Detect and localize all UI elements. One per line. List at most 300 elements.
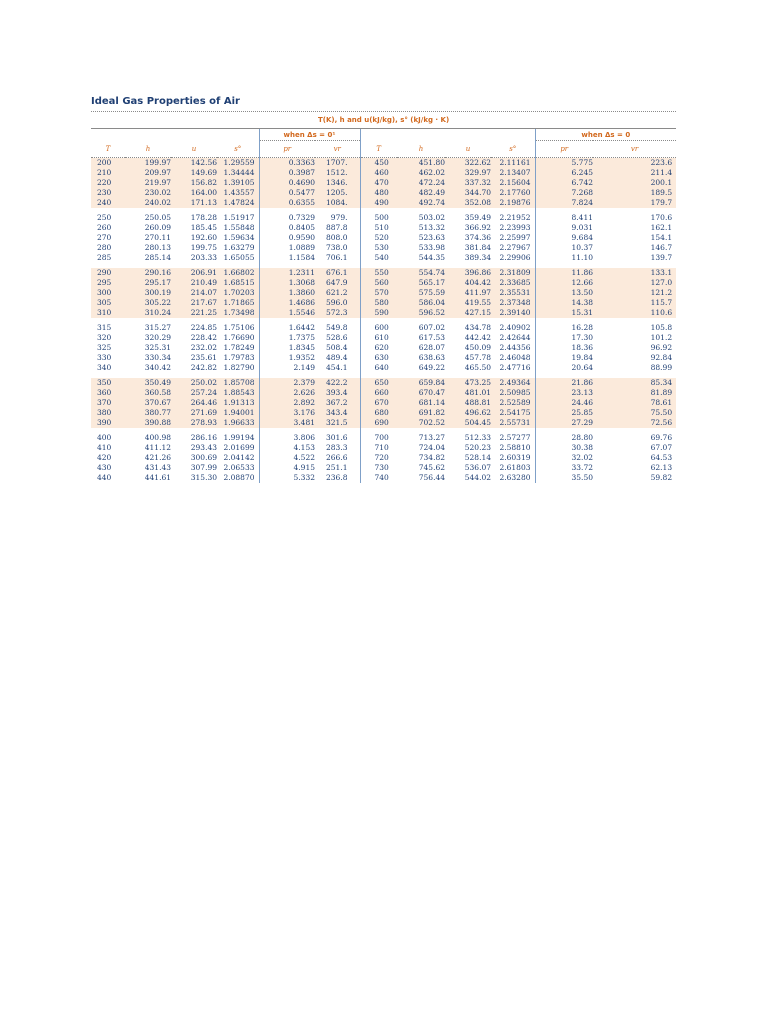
table-row [91,158,676,169]
table-cell: 2.25997 [499,233,531,242]
table-cell: 513.32 [418,223,445,232]
table-cell: 2.57277 [499,433,531,442]
table-cell: 110.6 [593,308,676,318]
table-cell: 4.153 [259,443,315,453]
table-cell: 500 [360,213,397,223]
table-cell: 27.29 [535,418,593,428]
table-row [91,213,676,223]
table-cell: 236.8 [326,473,348,482]
table-cell: 325 [97,343,112,352]
table-cell: 508.4 [326,343,348,352]
table-cell: 575.59 [397,288,445,298]
table-cell: 78.61 [593,398,676,408]
page-title: Ideal Gas Properties of Air [91,96,240,107]
table-cell: 115.7 [593,298,676,308]
table-cell: 6.245 [535,168,593,178]
table-cell: 520 [360,233,397,243]
table-cell: 200.1 [593,178,676,188]
table-cell: 370 [91,398,125,408]
table-cell: 24.46 [535,398,593,408]
table-cell: 4.522 [259,453,315,463]
table-row [91,223,676,233]
table-cell: 96.92 [650,343,673,352]
table-cell: 520.23 [464,443,491,452]
table-cell: 482.49 [397,188,445,198]
table-cell: 1.29559 [217,158,259,169]
table-cell: 280.13 [144,243,171,252]
when-delta-s-left: when Δs = 0¹ [259,129,360,141]
table-cell: 419.55 [445,298,491,308]
table-cell: 450.09 [464,343,491,352]
table-cell: 5.332 [259,473,315,483]
table-cell: 360.58 [125,388,171,398]
table-cell: 390 [91,418,125,428]
table-cell: 9.684 [535,233,593,243]
table-cell: 570 [360,288,397,298]
table-cell: 441.61 [144,473,171,482]
table-cell: 700 [360,433,397,443]
table-cell: 572.3 [315,308,360,318]
table-cell: 220 [91,178,125,188]
table-cell: 0.3363 [259,158,315,169]
table-cell: 1.3860 [259,288,315,298]
table-cell: 211.4 [593,168,676,178]
table-cell: 290 [91,268,125,278]
table-cell: 554.74 [397,268,445,278]
table-cell: 16.28 [535,323,593,333]
table-cell: 264.46 [171,398,217,408]
table-cell: 0.7329 [259,213,315,223]
table-cell: 2.06533 [223,463,255,472]
table-cell: 224.85 [190,323,217,332]
table-cell: 330.34 [144,353,171,362]
table-cell: 330 [97,353,112,362]
table-cell: 457.78 [464,353,491,362]
table-cell: 2.55731 [491,418,535,428]
table-cell: 1.4686 [259,298,315,308]
table-cell: 69.76 [650,433,673,442]
table-cell: 630 [360,353,397,363]
table-cell: 242.82 [190,363,217,372]
table-cell: 366.92 [464,223,491,232]
table-cell: 1.9352 [259,353,315,363]
table-cell: 420 [97,453,112,462]
table-cell: 235.61 [190,353,217,362]
table-cell: 540 [360,253,397,263]
column-header: h [125,141,171,158]
table-cell: 628.07 [418,343,445,352]
table-row [91,333,676,343]
table-cell: 536.07 [464,463,491,472]
table-cell: 610 [360,333,397,343]
table-cell: 2.50985 [491,388,535,398]
table-cell: 2.149 [259,363,315,373]
table-cell: 295.17 [125,278,171,288]
table-cell: 2.39140 [491,308,535,318]
table-row [91,463,676,473]
table-cell: 0.4690 [259,178,315,188]
table-cell: 0.9590 [259,233,315,243]
table-cell: 1346. [315,178,360,188]
column-header: u [171,141,217,158]
table-cell: 35.50 [535,473,593,483]
table-cell: 702.52 [397,418,445,428]
table-cell: 2.04142 [223,453,255,462]
table-cell: 189.5 [593,188,676,198]
table-cell: 206.91 [171,268,217,278]
table-cell: 1.51917 [223,213,255,222]
table-cell: 260 [97,223,112,232]
table-cell: 2.19876 [491,198,535,208]
table-cell: 2.63280 [499,473,531,482]
table-cell: 139.7 [650,253,673,262]
table-cell: 223.6 [593,158,676,169]
table-cell: 2.52589 [491,398,535,408]
table-cell: 301.6 [326,433,348,442]
table-cell: 2.01699 [223,443,255,452]
table-cell: 560 [360,278,397,288]
table-cell: 640 [360,363,397,373]
table-cell: 199.97 [125,158,171,169]
table-cell: 680 [360,408,397,418]
table-cell: 489.4 [326,353,348,362]
table-cell: 1.5546 [259,308,315,318]
table-cell: 325.31 [144,343,171,352]
table-cell: 1512. [315,168,360,178]
table-cell: 343.4 [315,408,360,418]
table-cell: 1.3068 [259,278,315,288]
table-cell: 2.08870 [223,473,255,482]
table-cell: 266.6 [326,453,348,462]
table-cell: 11.86 [535,268,593,278]
table-cell: 209.97 [125,168,171,178]
table-cell: 400 [97,433,112,442]
table-cell: 307.99 [190,463,217,472]
table-cell: 13.50 [535,288,593,298]
table-cell: 370.67 [125,398,171,408]
table-cell: 2.58810 [499,443,531,452]
table-cell: 1.70203 [217,288,259,298]
table-cell: 3.481 [259,418,315,428]
table-cell: 460 [360,168,397,178]
table-cell: 481.01 [445,388,491,398]
table-cell: 496.62 [445,408,491,418]
table-cell: 240 [91,198,125,208]
table-cell: 442.42 [464,333,491,342]
table-cell: 310.24 [125,308,171,318]
column-header: pr [535,141,593,158]
table-row [91,168,676,178]
table-cell: 1.91313 [217,398,259,408]
table-cell: 1.8345 [259,343,315,353]
table-cell: 23.13 [535,388,593,398]
table-row [91,178,676,188]
table-cell: 710 [360,443,397,453]
table-row [91,233,676,243]
table-cell: 337.32 [445,178,491,188]
table-cell: 250.02 [171,378,217,388]
table-cell: 200 [91,158,125,169]
table-cell: 310 [91,308,125,318]
table-cell: 2.17760 [491,188,535,198]
table-cell: 1.65055 [223,253,255,262]
table-cell: 887.8 [326,223,348,232]
table-cell: 1.88543 [217,388,259,398]
table-cell: 121.2 [593,288,676,298]
table-cell: 203.33 [190,253,217,262]
table-cell: 565.17 [397,278,445,288]
table-cell: 451.80 [397,158,445,169]
table-cell: 1.85708 [217,378,259,388]
when-delta-s-right: when Δs = 0 [535,129,676,141]
table-cell: 15.31 [535,308,593,318]
table-cell: 28.80 [535,433,593,443]
table-cell: 19.84 [535,353,593,363]
table-cell: 185.45 [190,223,217,232]
table-cell: 3.176 [259,408,315,418]
table-cell: 105.8 [650,323,673,332]
table-cell: 2.44356 [499,343,531,352]
air-properties-table [91,112,676,483]
table-cell: 133.1 [593,268,676,278]
table-cell: 411.97 [445,288,491,298]
table-cell: 11.10 [535,253,593,263]
table-cell: 1084. [315,198,360,208]
table-cell: 480 [360,188,397,198]
table-cell: 14.38 [535,298,593,308]
table-cell: 210.49 [171,278,217,288]
table-cell: 251.1 [326,463,348,472]
table-cell: 756.44 [418,473,445,482]
table-cell: 2.31809 [491,268,535,278]
table-cell: 600 [360,323,397,333]
table-row [91,298,676,308]
table-cell: 283.3 [326,443,348,452]
table-cell: 510 [360,223,397,233]
table-cell: 590 [360,308,397,318]
table-cell: 278.93 [171,418,217,428]
table-cell: 192.60 [190,233,217,242]
table-cell: 2.23993 [499,223,531,232]
table-cell: 320 [97,333,112,342]
table-cell: 360 [91,388,125,398]
table-cell: 2.13407 [491,168,535,178]
table-cell: 488.81 [445,398,491,408]
table-cell: 454.1 [326,363,348,372]
table-cell: 389.34 [464,253,491,262]
table-cell: 290.16 [125,268,171,278]
table-cell: 250.05 [144,213,171,222]
table-row [91,343,676,353]
table-cell: 0.5477 [259,188,315,198]
table-cell: 1205. [315,188,360,198]
table-cell: 270 [97,233,112,242]
column-header: u [445,141,491,158]
table-cell: 621.2 [315,288,360,298]
table-cell: 670.47 [397,388,445,398]
table-cell: 295 [91,278,125,288]
table-cell: 2.49364 [491,378,535,388]
table-cell: 142.56 [171,158,217,169]
table-cell: 650 [360,378,397,388]
table-cell: 2.47716 [499,363,531,372]
table-cell: 359.49 [464,213,491,222]
table-cell: 59.82 [650,473,673,482]
table-cell: 411.12 [144,443,171,452]
table-cell: 156.82 [171,178,217,188]
table-row [91,268,676,278]
table-cell: 352.08 [445,198,491,208]
table-cell: 25.85 [535,408,593,418]
table-cell: 504.45 [445,418,491,428]
table-cell: 580 [360,298,397,308]
table-cell: 607.02 [418,323,445,332]
table-row [91,398,676,408]
table-cell: 586.04 [397,298,445,308]
table-cell: 1.2311 [259,268,315,278]
table-cell: 706.1 [326,253,348,262]
table-row [91,408,676,418]
table-cell: 240.02 [125,198,171,208]
table-cell: 81.89 [593,388,676,398]
table-cell: 1.47824 [217,198,259,208]
table-cell: 280 [97,243,112,252]
table-cell: 427.15 [445,308,491,318]
table-cell: 523.63 [418,233,445,242]
table-cell: 321.5 [315,418,360,428]
table-row [91,443,676,453]
table-cell: 85.34 [593,378,676,388]
units-header: T(K), h and u(kJ/kg), s° (kJ/kg · K) [91,112,676,129]
table-cell: 2.61803 [499,463,531,472]
table-row [91,243,676,253]
table-cell: 596.0 [315,298,360,308]
table-cell: 473.25 [445,378,491,388]
table-cell: 6.742 [535,178,593,188]
table-cell: 1.39105 [217,178,259,188]
table-cell: 2.21952 [499,213,531,222]
table-cell: 1707. [315,158,360,169]
table-cell: 7.268 [535,188,593,198]
table-cell: 72.56 [593,418,676,428]
table-row [91,378,676,388]
table-cell: 2.15604 [491,178,535,188]
table-cell: 2.35531 [491,288,535,298]
table-cell: 344.70 [445,188,491,198]
table-cell: 1.71865 [217,298,259,308]
table-cell: 329.97 [445,168,491,178]
table-row [91,188,676,198]
table-cell: 2.37348 [491,298,535,308]
table-cell: 350 [91,378,125,388]
table-cell: 544.35 [418,253,445,262]
table-cell: 221.25 [171,308,217,318]
table-cell: 1.73498 [217,308,259,318]
column-header: T [91,141,125,158]
table-row [91,308,676,318]
table-cell: 271.69 [171,408,217,418]
table-cell: 127.0 [593,278,676,288]
table-cell: 1.75106 [223,323,255,332]
table-cell: 660 [360,388,397,398]
table-cell: 596.52 [397,308,445,318]
table-cell: 92.84 [650,353,673,362]
table-cell: 503.02 [418,213,445,222]
table-cell: 2.60319 [499,453,531,462]
table-cell: 2.626 [259,388,315,398]
table-cell: 20.64 [535,363,593,373]
table-body [91,158,676,484]
table-cell: 10.37 [535,243,593,253]
table-cell: 620 [360,343,397,353]
table-cell: 300.69 [190,453,217,462]
table-cell: 67.07 [650,443,673,452]
table-row [91,433,676,443]
table-cell: 4.915 [259,463,315,473]
table-cell: 549.8 [326,323,348,332]
table-cell: 381.84 [464,243,491,252]
table-cell: 210 [91,168,125,178]
table-cell: 171.13 [171,198,217,208]
table-cell: 659.84 [397,378,445,388]
table-cell: 230 [91,188,125,198]
table-cell: 979. [330,213,348,222]
table-cell: 2.33685 [491,278,535,288]
table-row [91,323,676,333]
table-cell: 470 [360,178,397,188]
table-cell: 367.2 [315,398,360,408]
table-cell: 1.79783 [223,353,255,362]
table-cell: 257.24 [171,388,217,398]
table-row [91,288,676,298]
table-cell: 21.86 [535,378,593,388]
table-cell: 0.3987 [259,168,315,178]
table-row [91,388,676,398]
table-cell: 670 [360,398,397,408]
table-cell: 380 [91,408,125,418]
table-cell: 430 [97,463,112,472]
table-cell: 1.55848 [223,223,255,232]
table-cell: 315 [97,323,112,332]
table-cell: 285.14 [144,253,171,262]
table-cell: 647.9 [315,278,360,288]
table-cell: 450 [360,158,397,169]
column-headers [91,141,676,158]
table-cell: 533.98 [418,243,445,252]
table-cell: 293.43 [190,443,217,452]
table-cell: 713.27 [418,433,445,442]
table-cell: 720 [360,453,397,463]
table-cell: 465.50 [464,363,491,372]
table-cell: 2.892 [259,398,315,408]
table-cell: 1.63279 [223,243,255,252]
table-row [91,473,676,483]
table-cell: 676.1 [315,268,360,278]
table-cell: 33.72 [535,463,593,473]
table-cell: 390.88 [125,418,171,428]
table-cell: 2.42644 [499,333,531,342]
table-cell: 170.6 [650,213,673,222]
table-cell: 492.74 [397,198,445,208]
table-cell: 315.30 [190,473,217,482]
table-row [91,353,676,363]
table-row [91,198,676,208]
table-cell: 62.13 [650,463,673,472]
table-cell: 320.29 [144,333,171,342]
property-table-page [91,95,676,483]
table-cell: 396.86 [445,268,491,278]
table-cell: 472.24 [397,178,445,188]
